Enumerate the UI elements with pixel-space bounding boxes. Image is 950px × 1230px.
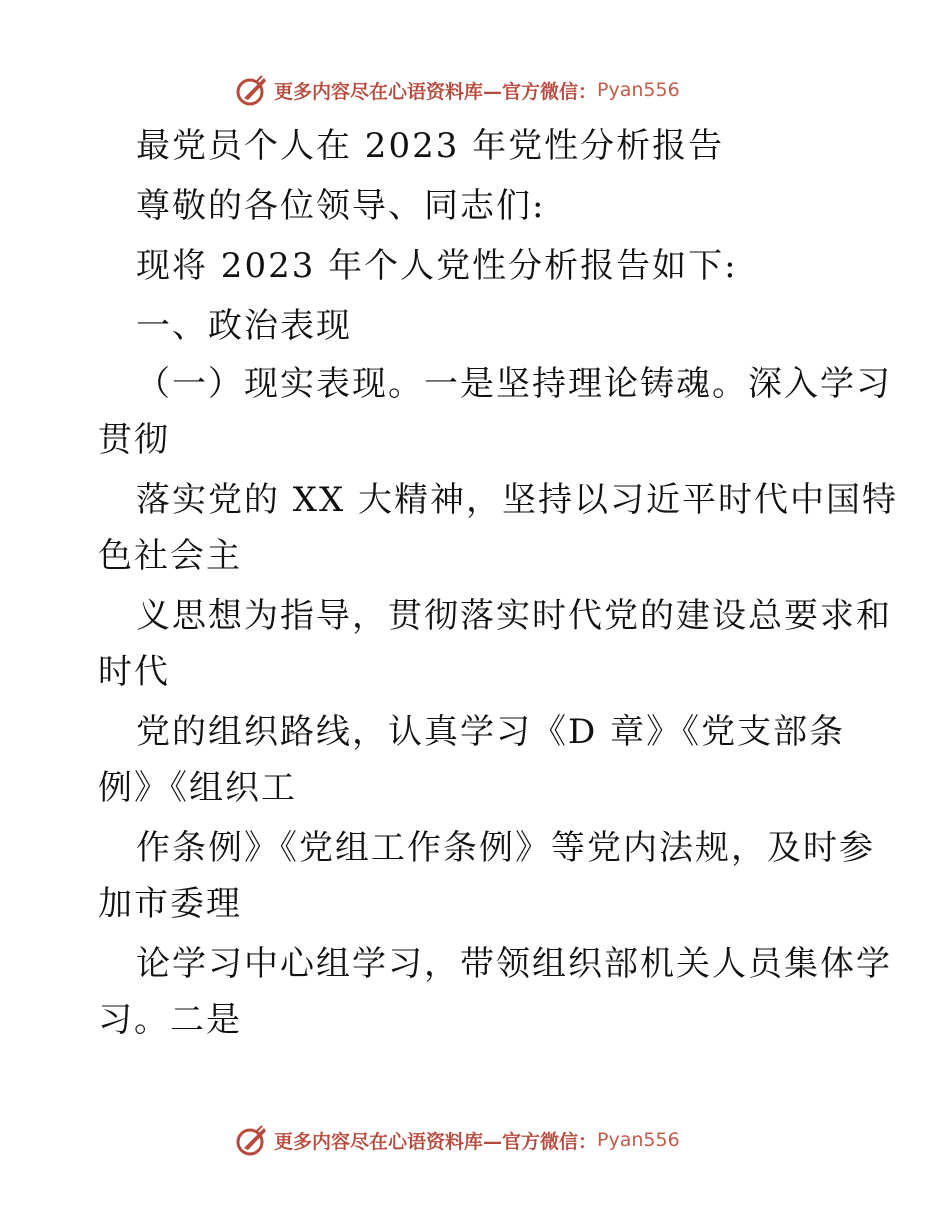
paragraph-line: 加市委理 [98,884,242,924]
footer-banner-id: Pyan556 [597,1129,680,1151]
doc-title: 最党员个人在 2023 年党性分析报告 [136,126,725,166]
section-heading: 一、政治表现 [136,306,352,346]
paragraph-line: 义思想为指导，贯彻落实时代党的建设总要求和 [136,596,892,636]
header-banner[interactable] [234,68,734,112]
paragraph-line: （一）现实表现。一是坚持理论铸魂。深入学习 [136,364,892,404]
footer-banner[interactable] [234,1118,734,1162]
paragraph-line: 时代 [98,652,170,692]
quill-logo-icon [234,72,270,108]
paragraph-line: 例》《组织工 [98,768,297,808]
paragraph-line: 党的组织路线，认真学习《D 章》《党支部条 [136,712,846,752]
paragraph-line: 习。二是 [98,1000,242,1040]
doc-salutation: 尊敬的各位领导、同志们: [136,186,546,226]
doc-intro: 现将 2023 年个人党性分析报告如下: [136,246,738,286]
paragraph-line: 色社会主 [98,536,242,576]
quill-logo-icon [234,1122,270,1158]
header-banner-text: 更多内容尽在心语资料库—官方微信： [274,80,598,103]
header-banner-id: Pyan556 [597,79,680,101]
paragraph-line: 作条例》《党组工作条例》等党内法规，及时参 [136,828,875,868]
paragraph-line: 论学习中心组学习，带领组织部机关人员集体学 [136,944,892,984]
footer-banner-text: 更多内容尽在心语资料库—官方微信： [274,1130,598,1153]
paragraph-line: 贯彻 [98,420,170,460]
paragraph-line: 落实党的 XX 大精神，坚持以习近平时代中国特 [136,480,899,520]
